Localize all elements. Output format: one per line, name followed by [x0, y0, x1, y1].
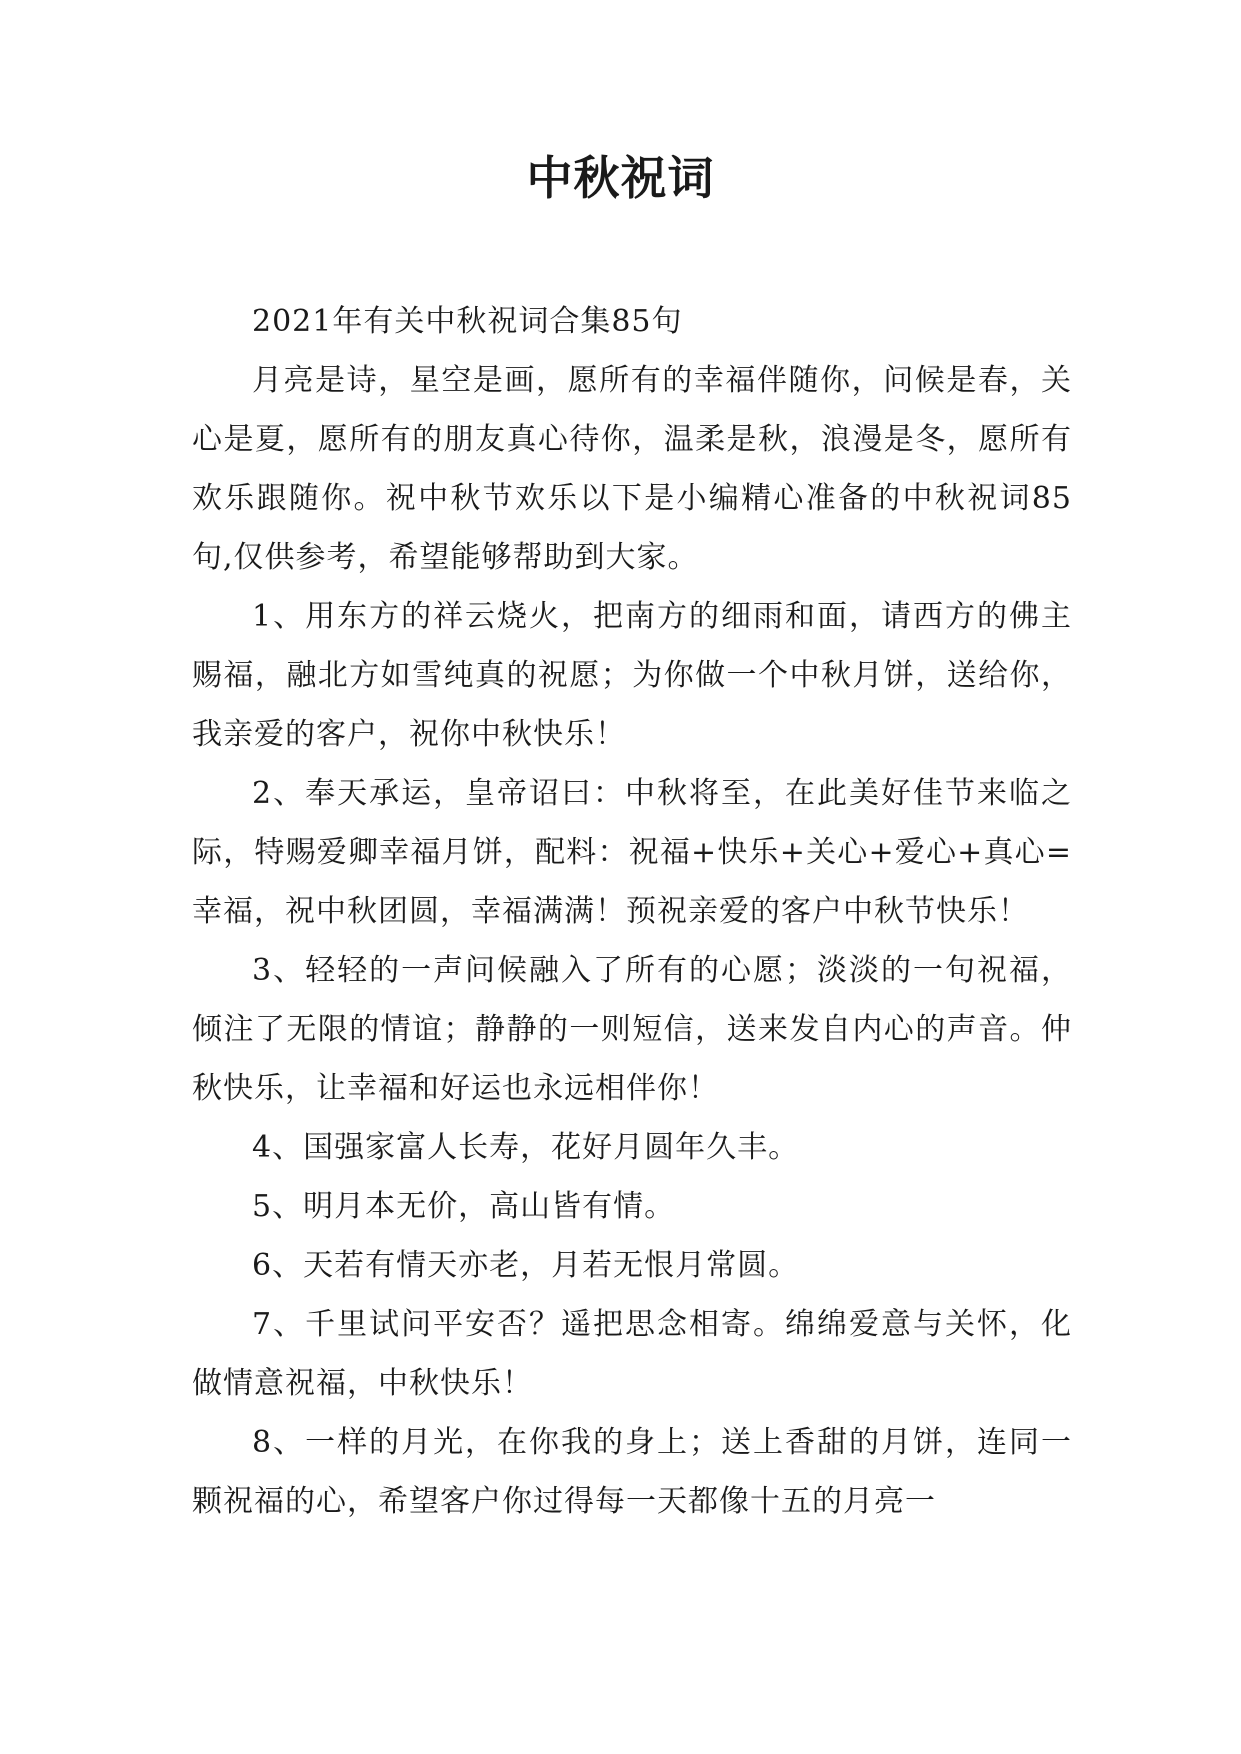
paragraph-item-3: 3、轻轻的一声问候融入了所有的心愿；淡淡的一句祝福，倾注了无限的情谊；静静的一则短信，送来发自内心的声音。仲秋快乐，让幸福和好运也永远相伴你！: [192, 953, 1072, 1106]
paragraph-item-1: 1、用东方的祥云烧火，把南方的细雨和面，请西方的佛主赐福，融北方如雪纯真的祝愿；为你做一个中秋月饼，送给你，我亲爱的客户，祝你中秋快乐！: [192, 599, 1072, 752]
paragraph-item-6: 6、天若有情天亦老，月若无恨月常圆。: [252, 1248, 800, 1283]
paragraph-item-4: 4、国强家富人长寿，花好月圆年久丰。: [252, 1130, 800, 1165]
document-title: 中秋祝词: [526, 151, 715, 205]
paragraph-item-2: 2、奉天承运，皇帝诏曰：中秋将至，在此美好佳节来临之际，特赐爱卿幸福月饼，配料：祝福+快乐+关心+爱心+真心=幸福，祝中秋团圆，幸福满满！预祝亲爱的客户中秋节快乐！: [192, 776, 1072, 929]
paragraph-subtitle: 2021年有关中秋祝词合集85句: [252, 304, 683, 339]
paragraph-item-5: 5、明月本无价，高山皆有情。: [252, 1189, 676, 1224]
document-body: [192, 292, 1072, 1531]
paragraph-item-7: 7、千里试问平安否？遥把思念相寄。绵绵爱意与关怀，化做情意祝福，中秋快乐！: [192, 1307, 1072, 1401]
paragraph-intro: 月亮是诗，星空是画，愿所有的幸福伴随你，问候是春，关心是夏，愿所有的朋友真心待你，温柔是秋，浪漫是冬，愿所有欢乐跟随你。祝中秋节欢乐以下是小编精心准备的中秋祝词85句,仅供参考，希望能够帮助到大家。: [192, 363, 1072, 575]
paragraph-item-8: 8、一样的月光，在你我的身上；送上香甜的月饼，连同一颗祝福的心，希望客户你过得每一天都像十五的月亮一: [192, 1425, 1072, 1519]
